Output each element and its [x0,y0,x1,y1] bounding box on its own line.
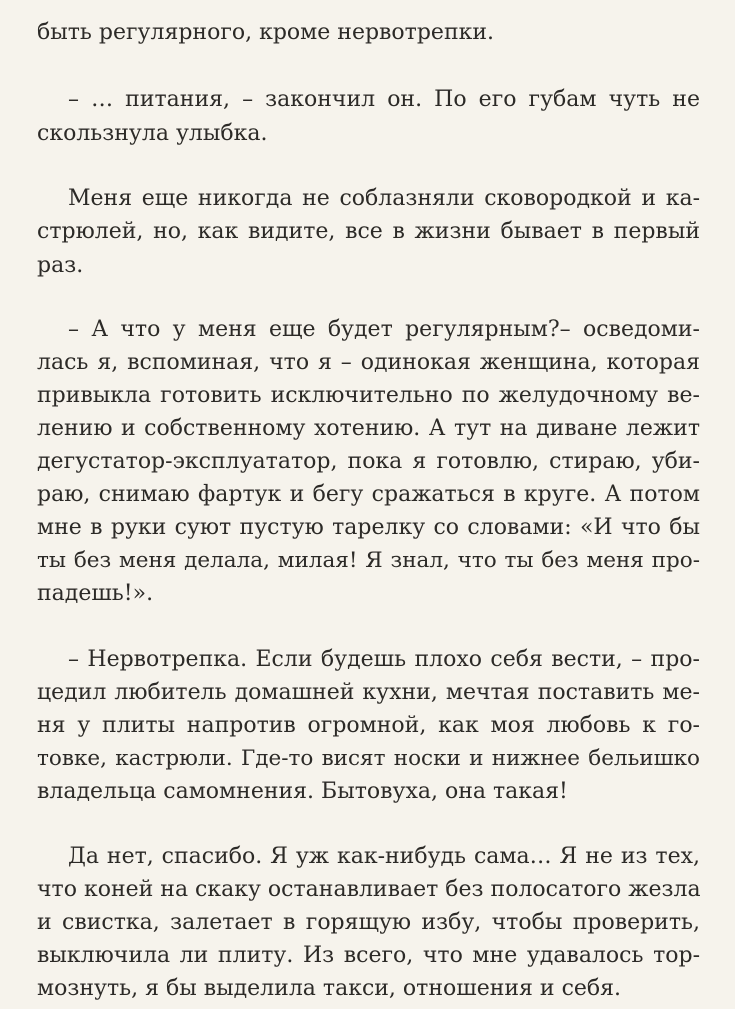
text-line: – … питания, – закончил он. По его губам чуть не [68,87,700,112]
text-line: Меня еще никогда не соблазняли сковородкой и ка- [68,186,700,211]
text-line: ня у плиты напротив огромной, как моя любовь к го- [37,713,700,738]
text-line: ты без меня делала, милая! Я знал, что ты без меня про- [37,548,700,573]
text-line: лась я, вспоминая, что я – одинокая женщина, которая [37,350,700,375]
text-line: лению и собственному хотению. А тут на диване лежит [37,416,700,441]
text-line: мознуть, я бы выделила такси, отношения и себя. [37,976,622,1001]
text-line: быть регулярного, кроме нервотрепки. [37,20,495,45]
text-line: цедил любитель домашней кухни, мечтая поставить ме- [37,680,700,705]
text-line: стрюлей, но, как видите, все в жизни бывает в первый [37,219,700,244]
text-line: и свистка, залетает в горящую избу, чтобы проверить, [37,910,700,935]
text-line: что коней на скаку останавливает без полосатого жезла [37,877,701,902]
text-line: Да нет, спасибо. Я уж как-нибудь сама… Я не из тех, [68,844,700,869]
text-line: – А что у меня еще будет регулярным?– осведоми- [68,317,700,342]
text-line: раю, снимаю фартук и бегу сражаться в круге. А потом [37,482,700,507]
text-line: товке, кастрюли. Где-то висят носки и нижнее бельишко [37,746,700,771]
text-line: выключила ли плиту. Из всего, что мне удавалось тор- [37,943,700,968]
text-line: владельца самомнения. Бытовуха, она такая! [37,779,568,804]
text-line: раз. [37,253,84,278]
text-line: дегустатор-эксплуататор, пока я готовлю, стираю, уби- [37,449,700,474]
text-line: скользнула улыбка. [37,121,268,146]
text-line: мне в руки суют пустую тарелку со словами: «И что бы [37,515,700,540]
text-line: – Нервотрепка. Если будешь плохо себя вести, – про- [68,647,700,672]
text-line: привыкла готовить исключительно по желудочному ве- [37,383,700,408]
text-line: падешь!». [37,581,154,606]
